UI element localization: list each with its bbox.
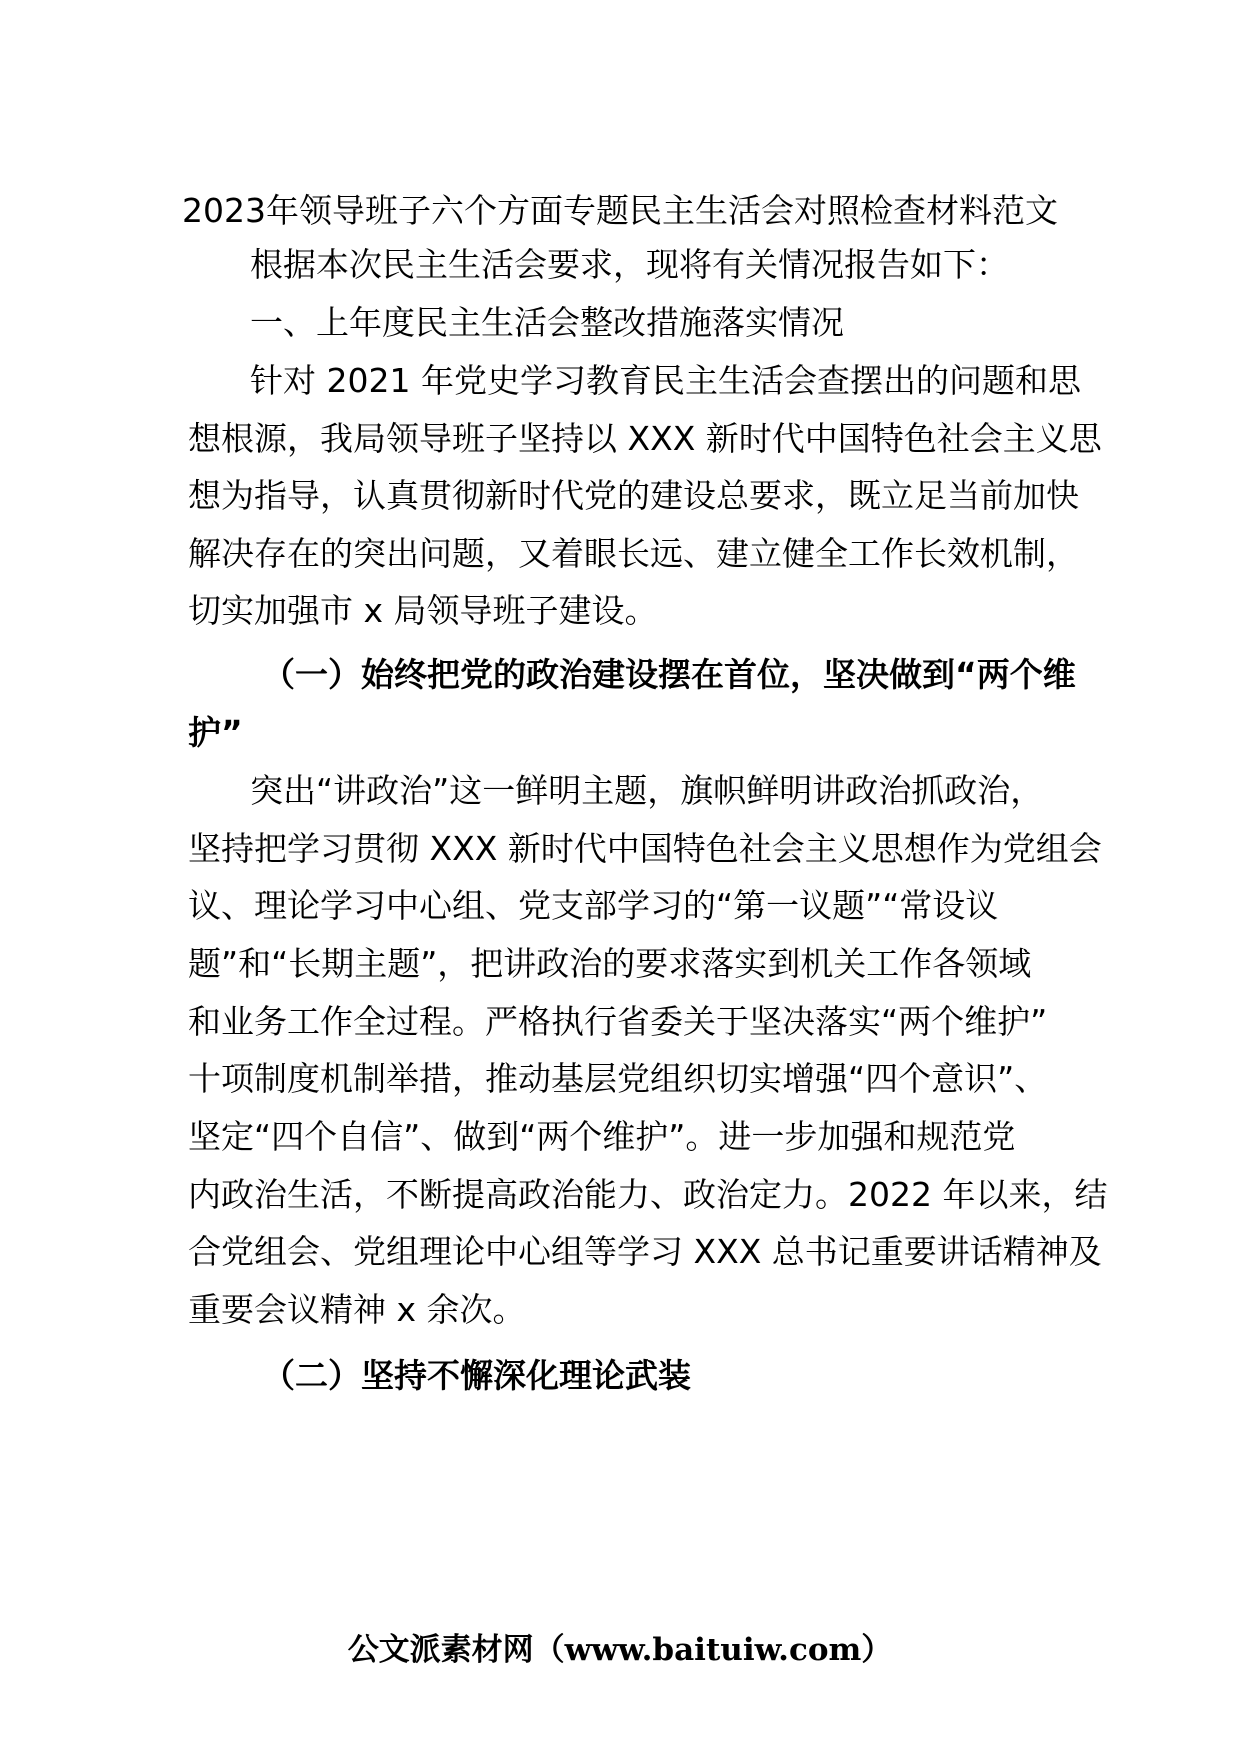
paragraph-line: 坚持把学习贯彻 XXX 新时代中国特色社会主义思想作为党组会 — [188, 829, 1102, 868]
heading-line: 护” — [188, 713, 243, 752]
section-heading-1: 一、上年度民主生活会整改措施落实情况 — [250, 303, 844, 342]
document-title: 2023年领导班子六个方面专题民主生活会对照检查材料范文 — [182, 191, 1058, 230]
paragraph-line: 想根源，我局领导班子坚持以 XXX 新时代中国特色社会主义思 — [188, 419, 1102, 458]
paragraph-line: 内政治生活，不断提高政治能力、政治定力。2022 年以来，结 — [188, 1175, 1108, 1214]
paragraph-line: 解决存在的突出问题，又着眼长远、建立健全工作长效机制， — [188, 534, 1079, 573]
paragraph-line: 针对 2021 年党史学习教育民主生活会查摆出的问题和思 — [250, 361, 1081, 400]
paragraph-line: 想为指导，认真贯彻新时代党的建设总要求，既立足当前加快 — [188, 476, 1079, 515]
paragraph-line: 十项制度机制举措，推动基层党组织切实增强“四个意识”、 — [188, 1059, 1048, 1098]
heading-line: （一）始终把党的政治建设摆在首位，坚决做到“两个维 — [262, 655, 1076, 694]
paragraph-line: 切实加强市 x 局领导班子建设。 — [188, 591, 658, 630]
paragraph-line: 和业务工作全过程。严格执行省委关于坚决落实“两个维护” — [188, 1002, 1048, 1041]
paragraph-line: 突出“讲政治”这一鲜明主题，旗帜鲜明讲政治抓政治， — [250, 771, 1044, 810]
paragraph-line: 题”和“长期主题”，把讲政治的要求落实到机关工作各领域 — [188, 944, 1032, 983]
paragraph-line: 议、理论学习中心组、党支部学习的“第一议题”“常设议 — [188, 886, 999, 925]
subsection-heading-2: （二）坚持不懈深化理论武装 — [262, 1356, 691, 1395]
paragraph-line: 坚定“四个自信”、做到“两个维护”。进一步加强和规范党 — [188, 1117, 1016, 1156]
footer-watermark: 公文派素材网（www.baituiw.com） — [347, 1632, 893, 1668]
intro-text: 根据本次民主生活会要求，现将有关情况报告如下： — [250, 245, 1009, 284]
paragraph-line: 合党组会、党组理论中心组等学习 XXX 总书记重要讲话精神及 — [188, 1232, 1102, 1271]
paragraph-line: 重要会议精神 x 余次。 — [188, 1290, 526, 1329]
